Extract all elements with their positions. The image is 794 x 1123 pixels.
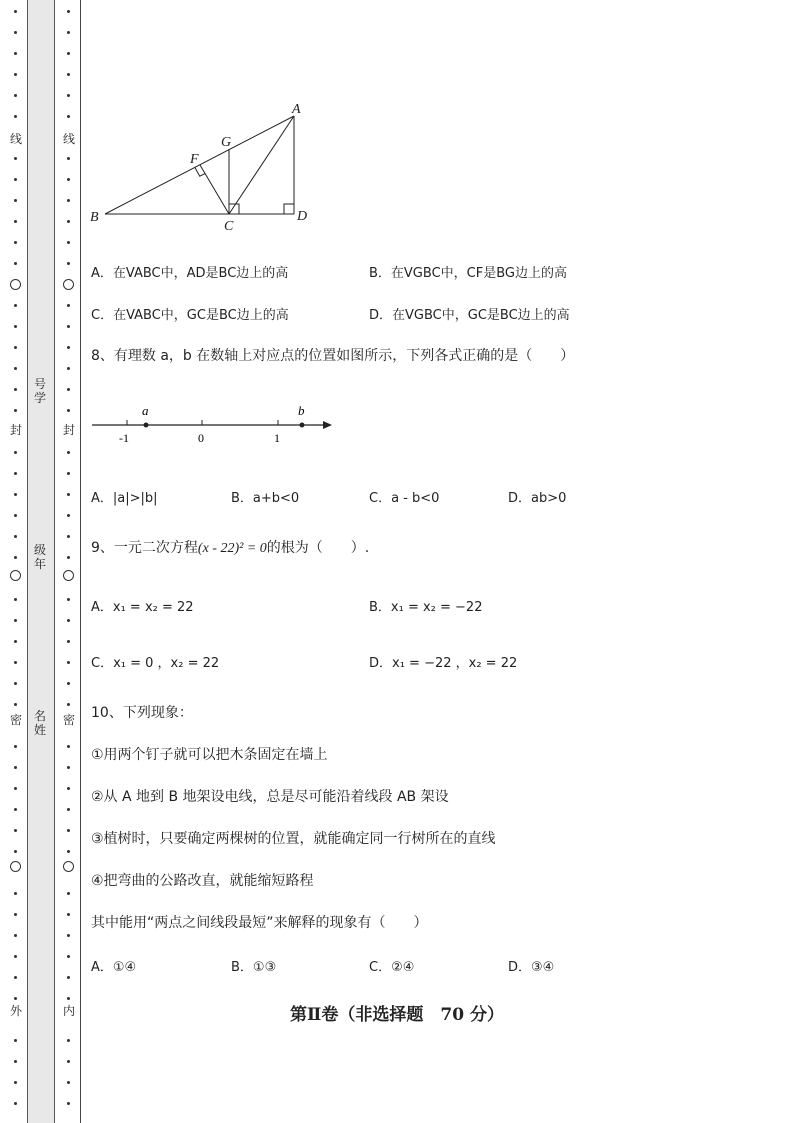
seal-char-left-3: 密 — [9, 713, 22, 727]
seal-dot — [67, 535, 70, 538]
seal-dot — [67, 409, 70, 412]
seal-char-left-4: 外 — [9, 1004, 22, 1018]
q9-stem — [91, 537, 369, 557]
q7-option-c: C．在VABC中，GC是BC边上的高 — [91, 308, 289, 323]
seal-dot — [14, 955, 17, 958]
seal-dot — [14, 745, 17, 748]
seal-dot — [67, 787, 70, 790]
seal-dot — [67, 808, 70, 811]
seal-dot — [14, 493, 17, 496]
seal-dot — [14, 1039, 17, 1042]
seal-dot — [67, 976, 70, 979]
seal-dot — [14, 850, 17, 853]
q10-question: 其中能用“两点之间线段最短”来解释的现象有（ ） — [91, 915, 428, 931]
seal-dot — [67, 955, 70, 958]
seal-dot — [14, 514, 17, 517]
seal-dot — [67, 178, 70, 181]
seal-dot — [14, 934, 17, 937]
label-B: B — [90, 210, 99, 225]
seal-dot — [67, 682, 70, 685]
seal-dot — [67, 514, 70, 517]
right-angle-F — [195, 168, 205, 177]
seal-dot — [67, 913, 70, 916]
right-angle-D — [284, 204, 294, 214]
seal-dot — [14, 787, 17, 790]
q10-item-3: ③植树时，只要确定两棵树的位置，就能确定同一行树所在的直线 — [91, 831, 496, 847]
q8-option-c: C．a - b<0 — [369, 491, 440, 506]
seal-dot — [67, 52, 70, 55]
seal-dot — [67, 367, 70, 370]
seal-dot — [14, 619, 17, 622]
q10-stem: 10、下列现象： — [91, 705, 193, 721]
seal-char-left-2: 封 — [9, 423, 22, 437]
seal-dot — [67, 934, 70, 937]
seal-dot — [14, 325, 17, 328]
seal-dot — [67, 73, 70, 76]
q10-option-c: C．②④ — [369, 960, 415, 975]
seal-circle — [63, 861, 74, 872]
seal-dot — [67, 115, 70, 118]
seal-dot — [67, 745, 70, 748]
seal-dot — [67, 619, 70, 622]
seal-dot — [14, 409, 17, 412]
seal-dot — [14, 199, 17, 202]
seal-dot — [67, 472, 70, 475]
seal-dot — [14, 94, 17, 97]
seal-char-left-1: 线 — [9, 132, 22, 146]
q10-option-a: A．①④ — [91, 960, 137, 975]
seal-char-right-1: 线 — [62, 132, 75, 146]
seal-dot — [14, 451, 17, 454]
seal-dot — [67, 451, 70, 454]
seal-dot — [14, 766, 17, 769]
seal-dot — [67, 598, 70, 601]
seal-dot — [14, 31, 17, 34]
seal-dot — [14, 220, 17, 223]
q8-option-a: A．|a|>|b| — [91, 491, 158, 506]
seal-dot — [14, 1081, 17, 1084]
seal-dot — [67, 199, 70, 202]
q8-stem: 8、有理数 a，b 在数轴上对应点的位置如图所示，下列各式正确的是（ ） — [91, 348, 575, 364]
seal-dot — [14, 829, 17, 832]
tick-label-0: 0 — [198, 431, 204, 445]
seal-dot — [14, 640, 17, 643]
seal-dot — [14, 703, 17, 706]
grade-label: 级年 — [33, 543, 46, 571]
seal-dot — [14, 808, 17, 811]
label-A: A — [292, 102, 301, 117]
seal-circle — [10, 570, 21, 581]
q9-option-a: A．x₁ = x₂ = 22 — [91, 600, 194, 615]
q8-option-d: D．ab>0 — [508, 491, 567, 506]
seal-dot — [67, 220, 70, 223]
seal-dot — [67, 850, 70, 853]
seal-char-right-4: 内 — [62, 1004, 75, 1018]
q8-option-b: B．a+b<0 — [231, 491, 300, 506]
margin-line — [80, 0, 81, 1123]
seal-circle — [63, 570, 74, 581]
seal-dot — [67, 346, 70, 349]
seal-dot — [14, 1102, 17, 1105]
q10-item-4: ④把弯曲的公路改直，就能缩短路程 — [91, 873, 314, 889]
seal-dot — [14, 367, 17, 370]
point-a — [144, 423, 149, 428]
label-C: C — [224, 219, 234, 234]
seal-dot — [14, 913, 17, 916]
seal-dot — [67, 1102, 70, 1105]
label-D: D — [297, 209, 308, 224]
seal-dot — [67, 1060, 70, 1063]
q10-item-2: ②从 A 地到 B 地架设电线，总是尽可能沿着线段 AB 架设 — [91, 789, 449, 805]
label-F: F — [190, 152, 199, 167]
seal-circle — [63, 279, 74, 290]
seal-dot — [14, 535, 17, 538]
seal-dot — [67, 325, 70, 328]
seal-dot — [67, 892, 70, 895]
seal-dot — [14, 598, 17, 601]
label-G: G — [221, 135, 232, 150]
seal-dot — [14, 115, 17, 118]
seal-dot — [67, 94, 70, 97]
seal-dot — [14, 262, 17, 265]
q7-option-d: D．在VGBC中，GC是BC边上的高 — [369, 308, 570, 323]
number-line — [90, 400, 340, 450]
seal-char-right-2: 封 — [62, 423, 75, 437]
student-number-label: 号学 — [33, 377, 46, 405]
seal-dot — [14, 472, 17, 475]
seal-dot — [14, 682, 17, 685]
seal-dot — [67, 703, 70, 706]
seal-circle — [10, 279, 21, 290]
seal-circle — [10, 861, 21, 872]
q7-option-a: A．在VABC中，AD是BC边上的高 — [91, 266, 289, 281]
seal-dot — [67, 241, 70, 244]
seal-dot — [67, 556, 70, 559]
seal-dot — [14, 1060, 17, 1063]
q9-stem-suffix: 的根为（ ）. — [266, 540, 370, 556]
seal-dot — [14, 346, 17, 349]
point-b-label: b — [298, 403, 305, 418]
q9-equation: (x - 22)² = 0 — [197, 541, 267, 556]
seal-dot — [67, 31, 70, 34]
seal-dot — [67, 829, 70, 832]
seal-dot — [14, 304, 17, 307]
segment-CA — [229, 116, 294, 214]
seal-dot — [14, 241, 17, 244]
seal-dot — [67, 157, 70, 160]
q9-stem-prefix: 9、一元二次方程 — [91, 540, 198, 556]
seal-dot — [67, 493, 70, 496]
q9-option-b: B．x₁ = x₂ = −22 — [369, 600, 483, 615]
seal-dot — [67, 1081, 70, 1084]
seal-dot — [14, 10, 17, 13]
triangle-figure — [88, 100, 328, 235]
seal-dot — [14, 157, 17, 160]
q10-item-1: ①用两个钉子就可以把木条固定在墙上 — [91, 747, 328, 763]
point-b — [300, 423, 305, 428]
section-title: 第Ⅱ卷（非选择题 70 分） — [290, 1005, 504, 1025]
seal-dot — [67, 640, 70, 643]
seal-dot — [14, 52, 17, 55]
q10-option-d: D．③④ — [508, 960, 555, 975]
seal-dot — [14, 178, 17, 181]
name-label: 名姓 — [33, 709, 46, 737]
q9-option-d: D．x₁ = −22 ，x₂ = 22 — [369, 656, 518, 671]
seal-dot — [67, 661, 70, 664]
seal-dot — [14, 976, 17, 979]
seal-dot — [67, 304, 70, 307]
q9-option-c: C．x₁ = 0 ，x₂ = 22 — [91, 656, 220, 671]
q7-option-b: B．在VGBC中，CF是BG边上的高 — [369, 266, 567, 281]
seal-dot — [67, 262, 70, 265]
seal-dot — [14, 661, 17, 664]
tick-label-1: 1 — [274, 431, 280, 445]
seal-dot — [14, 388, 17, 391]
seal-dot — [67, 10, 70, 13]
seal-dot — [14, 556, 17, 559]
seal-dot — [67, 388, 70, 391]
seal-dot — [67, 1039, 70, 1042]
seal-dot — [14, 892, 17, 895]
segment-BA — [105, 116, 294, 214]
q10-option-b: B．①③ — [231, 960, 277, 975]
tick-label-neg1: -1 — [119, 431, 129, 445]
seal-char-right-3: 密 — [62, 713, 75, 727]
seal-dot — [14, 73, 17, 76]
point-a-label: a — [142, 403, 149, 418]
seal-dot — [67, 766, 70, 769]
segment-CF — [200, 165, 229, 214]
